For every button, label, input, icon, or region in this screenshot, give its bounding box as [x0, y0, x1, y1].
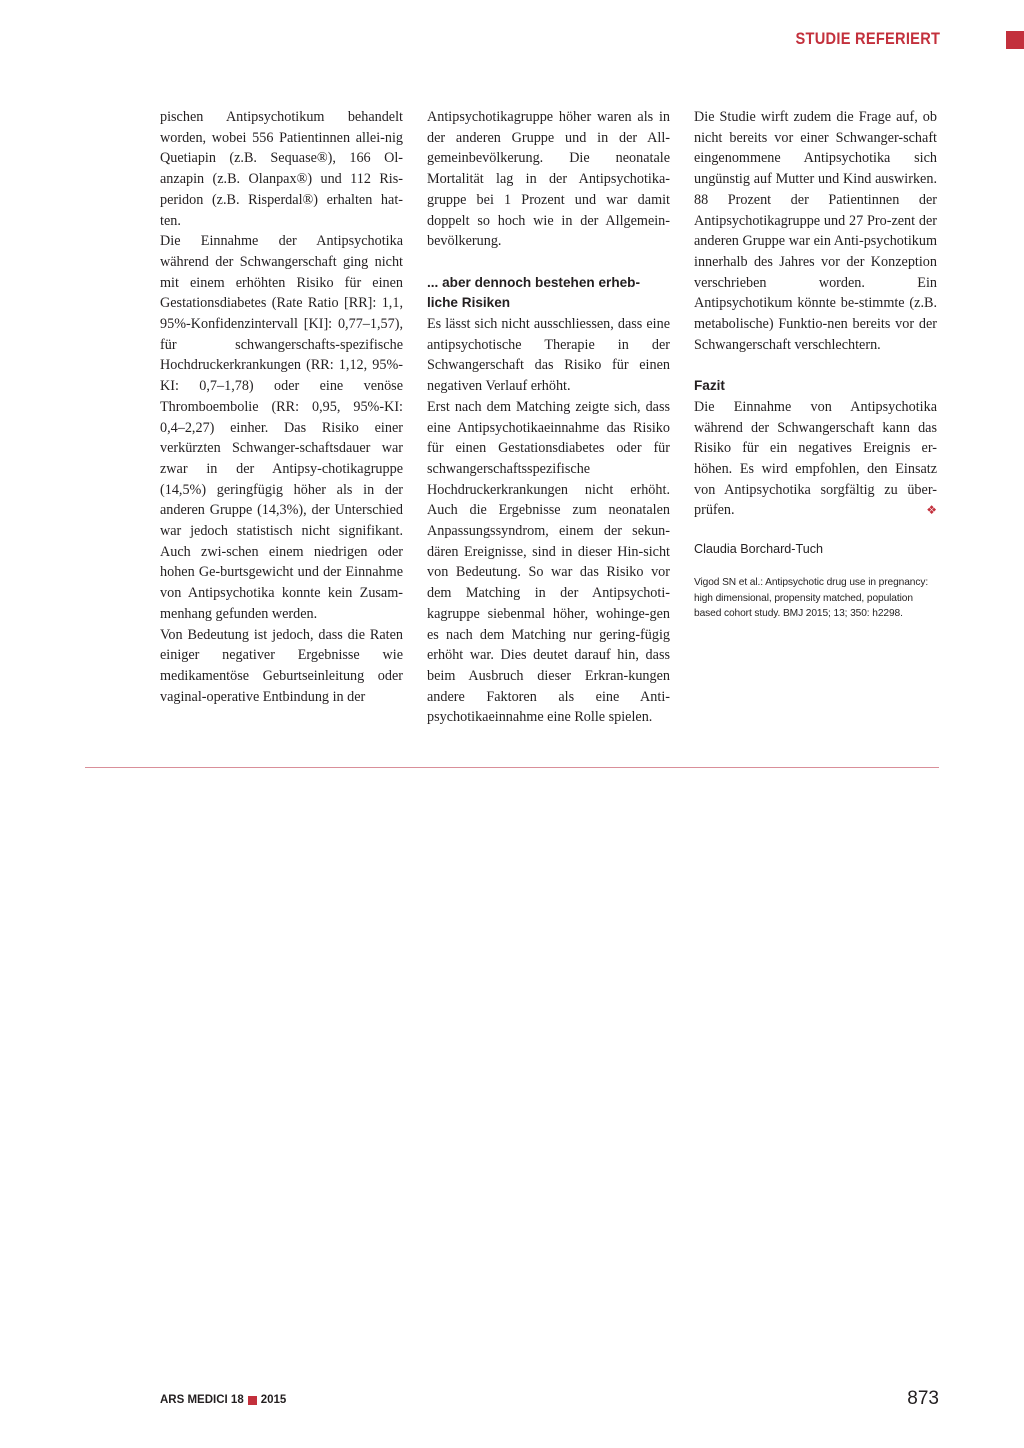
paragraph: Von Bedeutung ist jedoch, dass die Raten einiger negativer Ergebnisse wie medikamentöse Geburtseinleitung oder vaginal-operative Entbindung in der — [160, 626, 403, 705]
paragraph: Die Einnahme der Antipsychotika während der Schwangerschaft ging nicht mit einem erhöhten Risiko für einen Gestationsdiabetes (Rate Ratio [RR]: 1,1, 95%-Konfidenzintervall [KI]: 0,77–1,57), für schwangerschafts-spezifische Hochdruckerkrankungen (RR: 1,12, 95%-KI: 0,7–1,78) oder eine venöse Thromboembolie (RR: 0,95, 95%-KI: 0,4–2,27) einher. Das Risiko einer verkürzten Schwanger-schaftsdauer war zwar in der Antipsy-chotikagruppe (14,5%) geringfügig höher als in der anderen Gruppe (14,3%), der Unterschied war jedoch statistisch nicht signifikant. Auch zwi-schen einem niedrigen oder hohen Ge-burtsgewicht und der Einnahme von Antipsychotika konnte kein Zusam-menhang gefunden werden. — [160, 233, 403, 622]
page-number: 873 — [907, 1388, 939, 1409]
article-column-3 — [694, 107, 937, 622]
paragraph: Erst nach dem Matching zeigte sich, dass eine Antipsychotikaeinnahme das Risiko für einen Gestationsdiabetes oder für schwangerschaftsspezifische Hochdruckerkrankungen nicht erhöht. Auch die Ergebnisse zum neonatalen Anpassungssyndrom, einem der sekun-dären Ereignisse, sind in dieser Hin-sicht von Bedeutung. So war das Risiko vor dem Matching in der Antipsychoti-kagruppe siebenmal höher, wohinge-gen es nach dem Matching nur gering-fügig erhöht war. Dies deutet darauf hin, dass beim Ausbruch dieser Erkran-kungen andere Faktoren als eine Anti-psychotikaeinnahme eine Rolle spielen. — [427, 398, 670, 726]
article-column-2 — [427, 107, 670, 728]
paragraph: Antipsychotikagruppe höher waren als in der anderen Gruppe und in der All-gemeinbevölkerung. Die neonatale Mortalität lag in der Antipsychotika-gruppe bei 1 Prozent und war damit doppelt so hoch wie in der Allgemein-bevölkerung. — [427, 109, 670, 250]
conclusion-paragraph — [694, 397, 937, 521]
paragraph: Die Studie wirft zudem die Frage auf, ob nicht bereits vor einer Schwanger-schaft eingenommene Antipsychotika sich ungünstig auf Mutter und Kind auswirken. 88 Prozent der Patientinnen der Antipsychotikagruppe und 27 Pro-zent der anderen Gruppe war ein Anti-psychotikum innerhalb des Jahres vor der Konzeption verschrieben worden. Ein Antipsychotikum könnte be-stimmte (z.B. metabolische) Funktio-nen bereits vor der Schwangerschaft verschlechtern. — [694, 109, 937, 353]
journal-year: 2015 — [260, 1394, 287, 1406]
subheading: ... aber dennoch bestehen erheb-liche Risiken — [427, 274, 641, 311]
author-name: Claudia Borchard-Tuch — [694, 542, 824, 557]
paragraph: pischen Antipsychotikum behandelt worden, wobei 556 Patientinnen allei-nig Quetiapin (z.B. Sequase®), 166 Ol-anzapin (z.B. Olanpax®) und 112 Ris-peridon (z.B. Risperdal®) erhalten hat-ten. — [160, 109, 403, 229]
section-divider — [85, 767, 939, 768]
subheading-conclusion: Fazit — [694, 378, 725, 394]
footer-journal-info — [160, 1394, 286, 1406]
end-of-article-icon: ❖ — [926, 503, 937, 518]
conclusion-text: Die Einnahme von Antipsychotika während der Schwangerschaft kann das Risiko für ein negatives Ereignis er-höhen. Es wird empfohlen, den Einsatz von Antipsychotika sorgfältig zu über-prüfen. — [694, 398, 937, 519]
journal-name: ARS MEDICI 18 — [160, 1394, 244, 1406]
section-marker-square — [1006, 31, 1024, 49]
footer-marker-square — [248, 1396, 257, 1405]
section-label: STUDIE REFERIERT — [795, 29, 940, 48]
article-column-1 — [160, 107, 403, 707]
reference-citation: Vigod SN et al.: Antipsychotic drug use in pregnancy: high dimensional, propensity matched, population based cohort study. BMJ 2015; 13; 350: h2298. — [694, 577, 929, 620]
paragraph: Es lässt sich nicht ausschliessen, dass eine antipsychotische Therapie in der Schwangerschaft das Risiko für einen negativen Verlauf erhöht. — [427, 316, 670, 395]
